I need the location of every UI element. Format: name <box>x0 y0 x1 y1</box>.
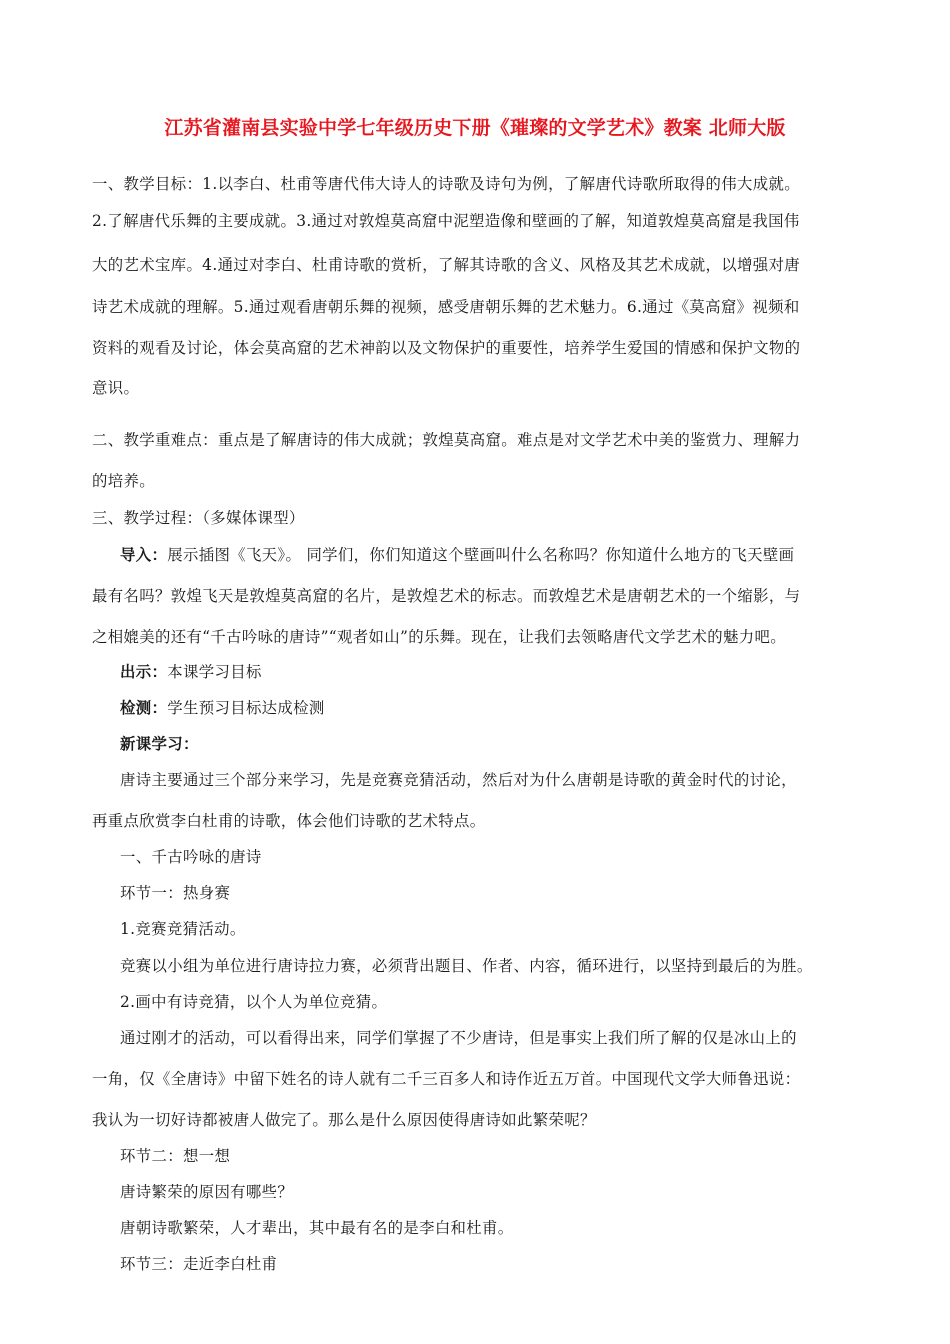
paragraph-line <box>120 698 325 718</box>
check-label: 检测： <box>120 699 168 717</box>
paragraph-line: 竞赛以小组为单位进行唐诗拉力赛，必须背出题目、作者、内容，循环进行，以坚持到最后的为胜。 <box>120 957 813 975</box>
paragraph-line: 最有名吗？敦煌飞天是敦煌莫高窟的名片，是敦煌艺术的标志。而敦煌艺术是唐朝艺术的一个缩影，与 <box>92 587 801 605</box>
paragraph-line <box>120 734 199 754</box>
paragraph-line: 大的艺术宝库。4.通过对李白、杜甫诗歌的赏析，了解其诗歌的含义、风格及其艺术成就，以增强对唐 <box>92 256 800 274</box>
paragraph-line: 的培养。 <box>92 472 155 490</box>
paragraph-line: 环节三：走近李白杜甫 <box>120 1255 278 1273</box>
paragraph-line: 2.画中有诗竞猜，以个人为单位竞猜。 <box>120 993 388 1011</box>
paragraph-line: 2.了解唐代乐舞的主要成就。3.通过对敦煌莫高窟中泥塑造像和壁画的了解，知道敦煌莫高窟是我国伟 <box>92 212 800 230</box>
paragraph-line: 环节二：想一想 <box>120 1147 231 1165</box>
paragraph-line: 再重点欣赏李白杜甫的诗歌，体会他们诗歌的艺术特点。 <box>92 812 486 830</box>
show-label: 出示： <box>120 663 168 681</box>
paragraph-line <box>120 662 262 682</box>
paragraph-line: 意识。 <box>92 379 140 397</box>
paragraph-line: 通过刚才的活动，可以看得出来，同学们掌握了不少唐诗，但是事实上我们所了解的仅是冰山上的 <box>120 1029 797 1047</box>
paragraph-line: 诗艺术成就的理解。5.通过观看唐朝乐舞的视频，感受唐朝乐舞的艺术魅力。6.通过《莫高窟》视频和 <box>92 298 800 316</box>
section-heading: 三、教学过程：（多媒体课型） <box>92 509 305 527</box>
intro-label: 导入： <box>120 546 168 564</box>
paragraph-line: 唐诗主要通过三个部分来学习，先是竞赛竞猜活动，然后对为什么唐朝是诗歌的黄金时代的讨论， <box>120 771 797 789</box>
check-text: 学生预习目标达成检测 <box>167 699 325 717</box>
show-text: 本课学习目标 <box>167 663 262 681</box>
paragraph-line: 我认为一切好诗都被唐人做完了。那么是什么原因使得唐诗如此繁荣呢？ <box>92 1111 596 1129</box>
paragraph-line: 唐诗繁荣的原因有哪些？ <box>120 1183 294 1201</box>
paragraph-line: 一角，仅《全唐诗》中留下姓名的诗人就有二千三百多人和诗作近五万首。中国现代文学大师鲁迅说： <box>92 1070 801 1088</box>
paragraph-line: 环节一：热身赛 <box>120 884 231 902</box>
intro-text: 展示插图《飞天》。 同学们，你们知道这个壁画叫什么名称吗？你知道什么地方的飞天壁画 <box>167 546 795 564</box>
paragraph-line: 一、教学目标：1.以李白、杜甫等唐代伟大诗人的诗歌及诗句为例，了解唐代诗歌所取得的伟大成就。 <box>92 175 800 193</box>
paragraph-line: 二、教学重难点：重点是了解唐诗的伟大成就；敦煌莫高窟。难点是对文学艺术中美的鉴赏力、理解力 <box>92 431 801 449</box>
paragraph-line: 之相媲美的还有“千古吟咏的唐诗”“观者如山”的乐舞。现在，让我们去领略唐代文学艺术的魅力吧。 <box>92 628 786 646</box>
paragraph-line: 1.竞赛竞猜活动。 <box>120 920 246 938</box>
paragraph-line <box>120 545 794 565</box>
document-title: 江苏省灌南县实验中学七年级历史下册《璀璨的文学艺术》教案 北师大版 <box>164 117 786 139</box>
paragraph-line: 资料的观看及讨论，体会莫高窟的艺术神韵以及文物保护的重要性，培养学生爱国的情感和保护文物的 <box>92 339 801 357</box>
subsection-heading: 一、千古吟咏的唐诗 <box>120 848 262 866</box>
newlesson-label: 新课学习： <box>120 735 199 753</box>
paragraph-line: 唐朝诗歌繁荣，人才辈出，其中最有名的是李白和杜甫。 <box>120 1219 514 1237</box>
